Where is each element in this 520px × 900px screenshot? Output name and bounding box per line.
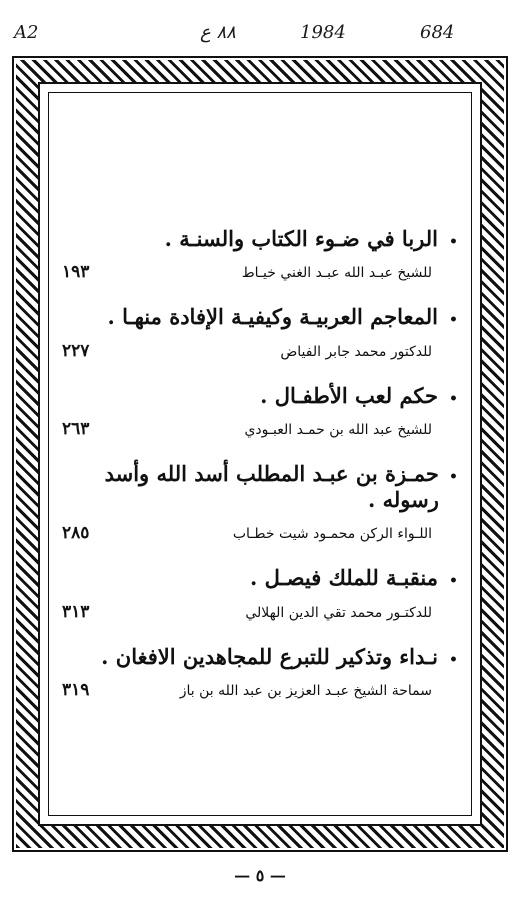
toc-entry-line	[62, 341, 458, 361]
toc-entry-3	[62, 383, 458, 439]
toc-title-text: منقبـة للملك فيصـل .	[250, 565, 438, 591]
toc-page-number: ١٩٣	[62, 262, 90, 283]
toc-entry-1	[62, 226, 458, 282]
toc-entry-6	[62, 644, 458, 700]
toc-title-text: حكم لعب الأطفـال .	[260, 382, 438, 408]
page-folio: — ٥ —	[234, 866, 286, 885]
handwritten-annotation-left: A2	[14, 22, 39, 43]
toc-entry-line	[62, 262, 458, 282]
toc-entry-title	[62, 383, 458, 409]
toc-author: للدكتـور محمد تقي الدين الهلالي	[245, 604, 432, 621]
toc-title-text: نـداء وتذكير للتبرع للمجاهدين الافغان .	[101, 643, 438, 669]
handwritten-annotation-year: 1984	[300, 22, 346, 43]
bullet-icon: •	[449, 573, 458, 590]
toc-title-text: الربا في ضـوء الكتاب والسنـة .	[164, 226, 438, 251]
toc-author: للشيخ عبد الله بن حمـد العبـودي	[244, 421, 432, 438]
handwritten-annotation-right: 684	[420, 22, 455, 43]
toc-entry-line	[62, 419, 458, 439]
bullet-icon: •	[449, 651, 458, 668]
toc-page-number: ٢٨٥	[62, 523, 90, 544]
toc-entry-2	[62, 304, 458, 360]
toc-entry-5	[62, 565, 458, 621]
toc-title-text: حمـزة بن عبـد المطلب أسد الله وأسد رسوله .	[104, 460, 439, 512]
toc-entry-title	[62, 565, 458, 591]
toc-author: سماحة الشيخ عبـد العزيز بن عبد الله بن باز	[179, 682, 432, 699]
toc-entry-line	[62, 602, 458, 622]
toc-entry-line	[62, 680, 458, 700]
toc-entry-title	[62, 461, 458, 514]
toc-entry-title	[62, 304, 458, 330]
table-of-contents	[62, 226, 458, 722]
bullet-icon: •	[449, 234, 458, 250]
toc-title-text: المعاجم العربيـة وكيفيـة الإفادة منهـا .	[107, 304, 438, 330]
toc-entry-line	[62, 523, 458, 543]
toc-author: للدكتور محمد جابر الفياض	[280, 343, 432, 360]
toc-entry-title	[62, 226, 458, 252]
toc-page-number: ٢٦٣	[62, 418, 90, 439]
toc-entry-4	[62, 461, 458, 544]
toc-entry-title	[62, 644, 458, 670]
bullet-icon: •	[449, 312, 458, 329]
toc-page-number: ٣١٩	[62, 679, 90, 700]
toc-page-number: ٣١٣	[62, 601, 90, 622]
bullet-icon: •	[449, 468, 458, 485]
toc-author: للشيخ عبـد الله عبـد الغني خيـاط	[241, 265, 432, 282]
toc-page-number: ٢٢٧	[62, 340, 90, 361]
toc-author: اللـواء الركن محمـود شيت خطـاب	[232, 526, 432, 543]
handwritten-annotation-center: ٨٨ ع	[200, 22, 236, 43]
bullet-icon: •	[449, 390, 458, 407]
